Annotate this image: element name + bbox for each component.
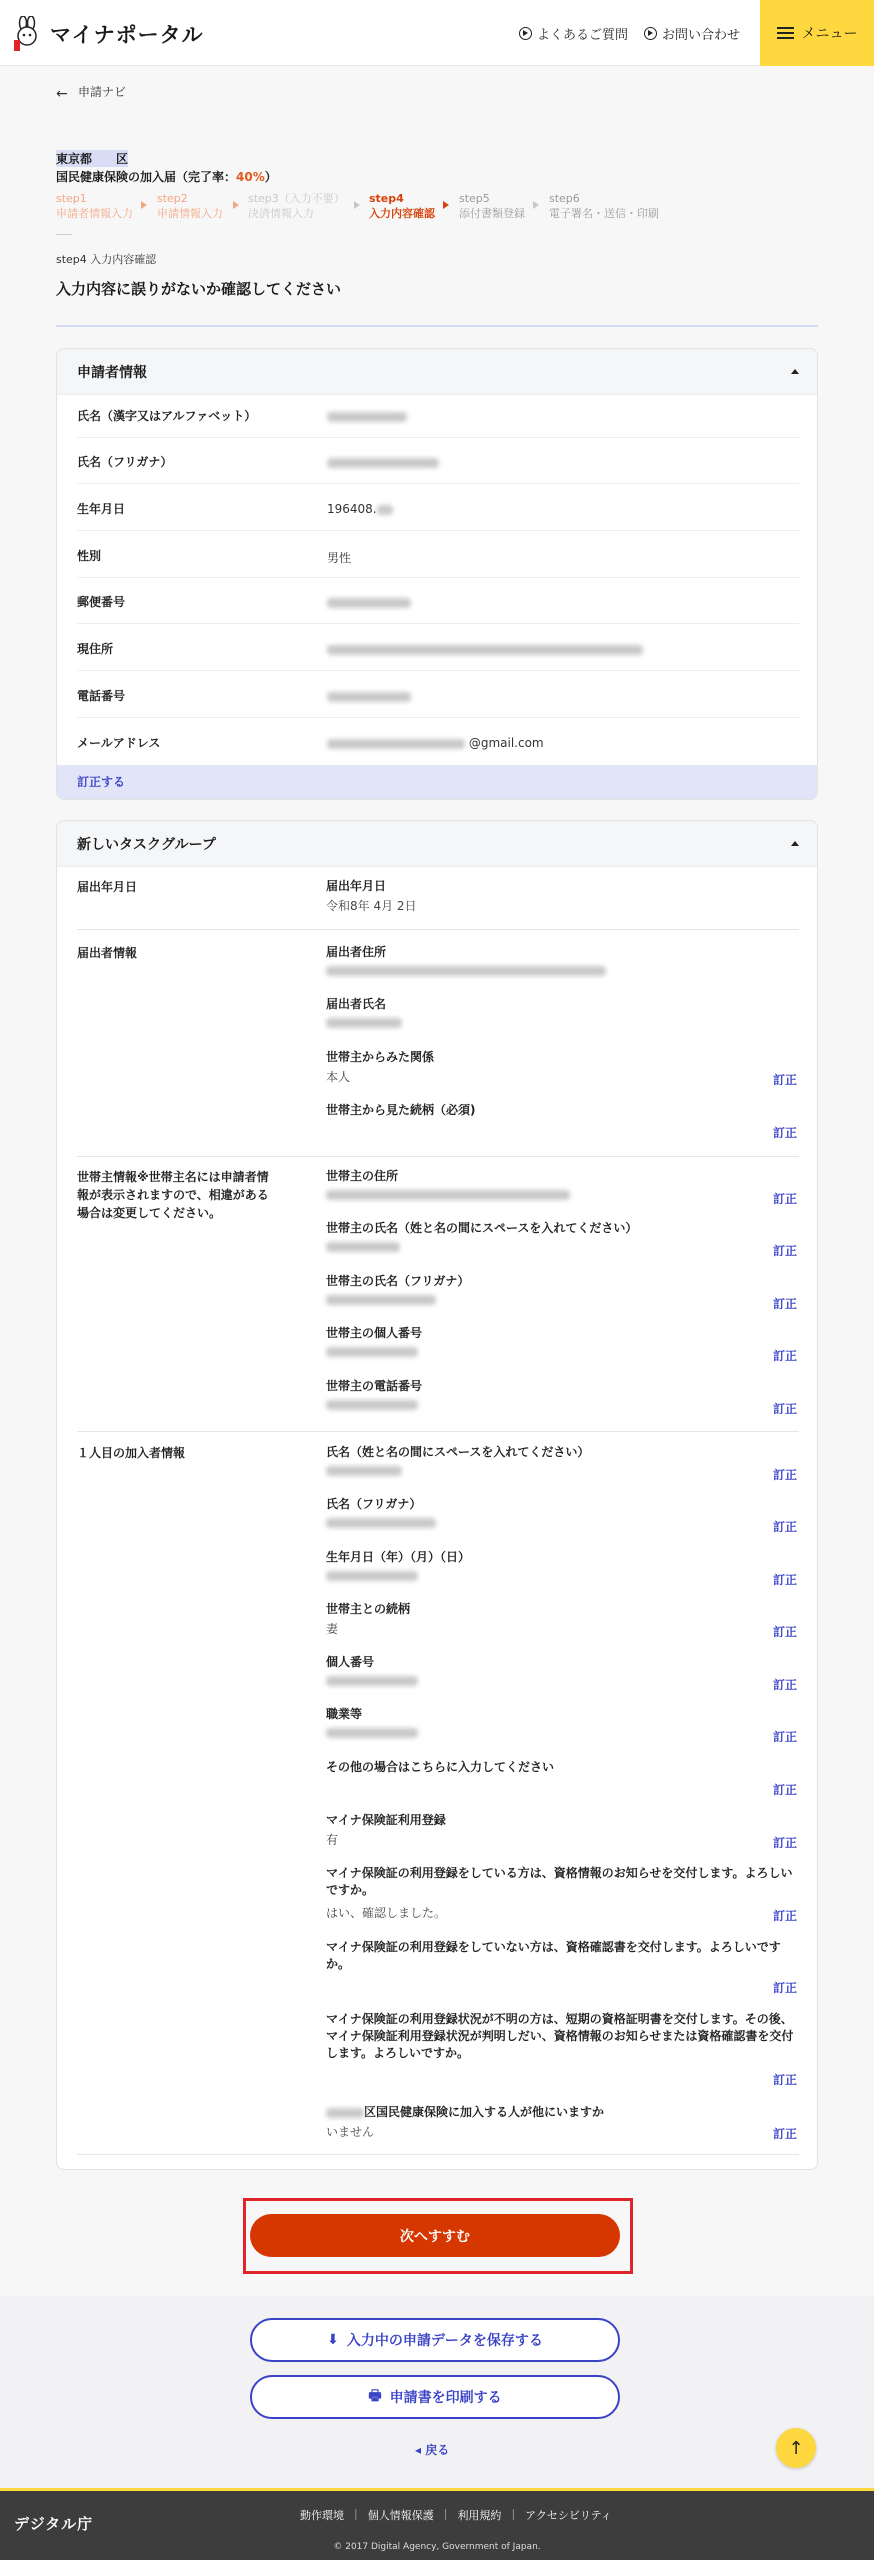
field-label: 氏名（姓と名の間にスペースを入れてください） — [326, 1445, 590, 1459]
divider — [77, 437, 799, 438]
menu-label: メニュー — [801, 26, 858, 42]
field-label: 氏名（漢字又はアルファベット） — [77, 409, 257, 423]
step-3: step3（入力不要） 決済情報入力 — [248, 192, 345, 220]
field-value — [326, 1292, 436, 1306]
mynaportal-mascot-icon — [12, 16, 42, 52]
step-4: step4 入力内容確認 — [369, 192, 435, 220]
printer-icon: 🖶 — [368, 2388, 382, 2404]
fix-link[interactable]: 訂正 — [773, 1730, 798, 1744]
fix-link[interactable]: 訂正 — [773, 1244, 798, 1258]
field-label: マイナ保険証利用登録 — [326, 1813, 446, 1827]
save-draft-button[interactable] — [250, 2318, 620, 2362]
field-label: 職業等 — [326, 1707, 363, 1721]
footer-link[interactable]: 個人情報保護 — [367, 2509, 434, 2522]
play-circle-icon — [644, 27, 657, 40]
divider — [77, 717, 799, 718]
field-value: @gmail.com — [327, 736, 544, 750]
group-label: １人目の加入者情報 — [77, 1446, 186, 1460]
save-draft-label: 入力中の申請データを保存する — [346, 2333, 543, 2349]
field-value: 男性 — [327, 551, 352, 565]
field-value: 妻 — [326, 1622, 339, 1636]
field-value — [326, 1515, 436, 1529]
faq-link[interactable] — [519, 24, 628, 43]
group-label: 届出者情報 — [77, 946, 138, 960]
divider — [77, 2154, 799, 2155]
step-arrow-icon — [533, 201, 539, 209]
step-5: step5 添付書類登録 — [459, 192, 525, 220]
applicant-card-header[interactable] — [57, 349, 817, 395]
field-value — [326, 1344, 418, 1358]
divider — [77, 483, 799, 484]
fix-link[interactable]: 訂正 — [773, 1783, 798, 1797]
field-value — [326, 1568, 418, 1582]
divider — [77, 929, 799, 930]
field-label: 世帯主の氏名（フリガナ） — [326, 1274, 470, 1288]
field-label: 世帯主の住所 — [326, 1169, 399, 1183]
field-label: 生年月日（年）（月）（日） — [326, 1550, 471, 1564]
fix-link[interactable]: 訂正 — [773, 1909, 798, 1923]
field-label: 氏名（フリガナ） — [77, 455, 173, 469]
site-logo[interactable] — [12, 14, 204, 54]
applicant-card-title: 申請者情報 — [77, 364, 147, 381]
form-name: 国民健康保険の加入届（完了率：40%） — [56, 170, 277, 184]
field-label: 電話番号 — [77, 689, 126, 703]
field-value — [327, 409, 407, 423]
download-icon: ⬇ — [327, 2332, 339, 2348]
hamburger-icon — [777, 27, 794, 39]
field-label: マイナ保険証の利用登録をしていない方は、資格確認書を交付します。よろしいですか。 — [326, 1940, 781, 1971]
step-arrow-icon — [233, 201, 239, 209]
page-title: 入力内容に誤りがないか確認してください — [56, 280, 342, 298]
field-value — [327, 595, 411, 609]
fix-link[interactable]: 訂正 — [773, 1678, 798, 1692]
fix-link[interactable]: 訂正 — [773, 1625, 798, 1639]
fix-link[interactable]: 訂正 — [773, 1468, 798, 1482]
back-link[interactable]: ◂ 戻る — [415, 2443, 450, 2457]
field-value — [326, 1187, 570, 1201]
chevron-up-icon[interactable] — [791, 841, 799, 846]
scroll-top-button[interactable] — [776, 2428, 816, 2468]
fix-link[interactable]: 訂正 — [773, 2073, 798, 2087]
field-label: 届出年月日 — [326, 879, 387, 893]
fix-link[interactable]: 訂正 — [773, 1520, 798, 1534]
step-heading: step4 入力内容確認 — [56, 253, 157, 266]
fix-link[interactable]: 訂正 — [773, 1192, 798, 1206]
field-value — [326, 1673, 418, 1687]
field-value: 196408. — [327, 502, 393, 516]
step-arrow-icon — [141, 201, 147, 209]
field-label: 生年月日 — [77, 502, 126, 516]
fix-link[interactable]: 訂正 — [773, 1349, 798, 1363]
field-label: 現住所 — [77, 642, 114, 656]
fix-link[interactable]: 訂正 — [773, 1981, 798, 1995]
field-label: 区国民健康保険に加入する人が他にいますか — [326, 2104, 796, 2121]
divider — [77, 530, 799, 531]
field-value: いません — [326, 2125, 375, 2139]
fix-link[interactable]: 訂正 — [773, 1073, 798, 1087]
field-value — [326, 1239, 400, 1253]
field-label: 世帯主からみた関係 — [326, 1050, 435, 1064]
site-footer — [0, 2488, 874, 2560]
field-label: その他の場合はこちらに入力してください — [326, 1760, 555, 1774]
fix-link[interactable]: 訂正 — [773, 1402, 798, 1416]
footer-link[interactable]: 動作環境 — [300, 2509, 344, 2522]
contact-link[interactable] — [644, 24, 740, 43]
divider — [56, 325, 818, 327]
field-value — [326, 1463, 402, 1477]
footer-logo: デジタル庁 — [14, 2515, 94, 2533]
field-label: 世帯主の個人番号 — [326, 1326, 423, 1340]
field-label: マイナ保険証の利用登録状況が不明の方は、短期の資格証明書を交付します。その後、マイナ保険証利用登録状況が判明しだい、資格情報のお知らせまたは資格確認書を交付します。よろしいですか。 — [326, 2012, 794, 2060]
field-label: 届出者氏名 — [326, 997, 387, 1011]
field-label: 届出者住所 — [326, 945, 387, 959]
step-arrow-icon — [443, 201, 449, 209]
fix-link[interactable]: 訂正 — [773, 1836, 798, 1850]
field-label: 性別 — [77, 549, 102, 563]
step-arrow-icon — [354, 201, 360, 209]
field-value — [326, 1015, 402, 1029]
logo-text: マイナポータル — [50, 23, 204, 47]
print-label: 申請書を印刷する — [389, 2390, 502, 2406]
field-label: 個人番号 — [326, 1655, 375, 1669]
divider — [77, 1431, 799, 1432]
fix-link[interactable]: 訂正 — [773, 1126, 798, 1140]
step-6: step6 電子署名・送信・印刷 — [549, 192, 659, 220]
fix-applicant-button[interactable]: 訂正する — [57, 765, 818, 799]
field-label: メールアドレス — [77, 736, 161, 750]
menu-button[interactable] — [760, 0, 874, 66]
fix-link[interactable]: 訂正 — [773, 2127, 798, 2141]
fix-link[interactable]: 訂正 — [773, 1297, 798, 1311]
field-label: 世帯主の氏名（姓と名の間にスペースを入れてください） — [326, 1221, 638, 1235]
field-value — [326, 963, 606, 977]
next-button[interactable]: 次へすすむ — [250, 2214, 620, 2257]
copyright: © 2017 Digital Agency, Government of Japan. — [333, 2542, 541, 2552]
divider — [56, 234, 72, 235]
step-2: step2 申請情報入力 — [157, 192, 223, 220]
field-value — [327, 455, 439, 469]
breadcrumb — [0, 66, 874, 116]
field-label: 世帯主との続柄 — [326, 1602, 411, 1616]
field-value: 令和8年 4月 2日 — [326, 899, 417, 913]
field-value — [327, 642, 643, 656]
field-label: 世帯主から見た続柄（必須) — [326, 1103, 476, 1117]
footer-link[interactable]: 利用規約 — [457, 2509, 502, 2522]
field-value: はい、確認しました。 — [326, 1906, 447, 1920]
faq-label: よくあるご質問 — [537, 28, 629, 43]
print-button[interactable] — [250, 2375, 620, 2419]
field-label: 世帯主の電話番号 — [326, 1379, 423, 1393]
footer-link[interactable]: アクセシビリティ — [525, 2509, 612, 2522]
group-label: 世帯主情報※世帯主名には申請者情報が表示されますので、相違がある場合は変更してください。 — [77, 1170, 269, 1220]
site-header — [0, 0, 874, 66]
field-label: マイナ保険証の利用登録をしている方は、資格情報のお知らせを交付します。よろしいですか。 — [326, 1866, 793, 1897]
field-value: 有 — [326, 1833, 339, 1847]
divider — [77, 577, 799, 578]
group-label: 届出年月日 — [77, 880, 138, 894]
field-label: 郵便番号 — [77, 595, 126, 609]
chevron-up-icon[interactable] — [791, 369, 799, 374]
field-value — [327, 689, 411, 703]
task-card-header[interactable] — [57, 821, 817, 867]
field-value — [326, 1397, 418, 1411]
completion-rate: 40% — [236, 170, 265, 184]
arrow-left-icon[interactable]: ← — [56, 86, 68, 102]
divider — [77, 670, 799, 671]
applicant-info-card — [56, 348, 818, 800]
breadcrumb-link[interactable]: 申請ナビ — [78, 84, 127, 99]
field-value — [326, 1725, 418, 1739]
play-circle-icon — [519, 27, 532, 40]
divider — [77, 623, 799, 624]
footer-links: 動作環境 | 個人情報保護 | 利用規約 | アクセシビリティ — [300, 2507, 612, 2522]
contact-label: お問い合わせ — [662, 28, 741, 43]
field-value: 本人 — [326, 1070, 351, 1084]
field-label: 氏名（フリガナ） — [326, 1497, 422, 1511]
arrow-up-icon: ↑ — [788, 2437, 804, 2459]
divider — [77, 1156, 799, 1157]
task-card-title: 新しいタスクグループ — [77, 836, 216, 853]
task-group-card — [56, 820, 818, 2170]
fix-link[interactable]: 訂正 — [773, 1573, 798, 1587]
prefecture-label: 東京都 区 — [56, 152, 129, 166]
step-1: step1 申請者情報入力 — [56, 192, 133, 220]
